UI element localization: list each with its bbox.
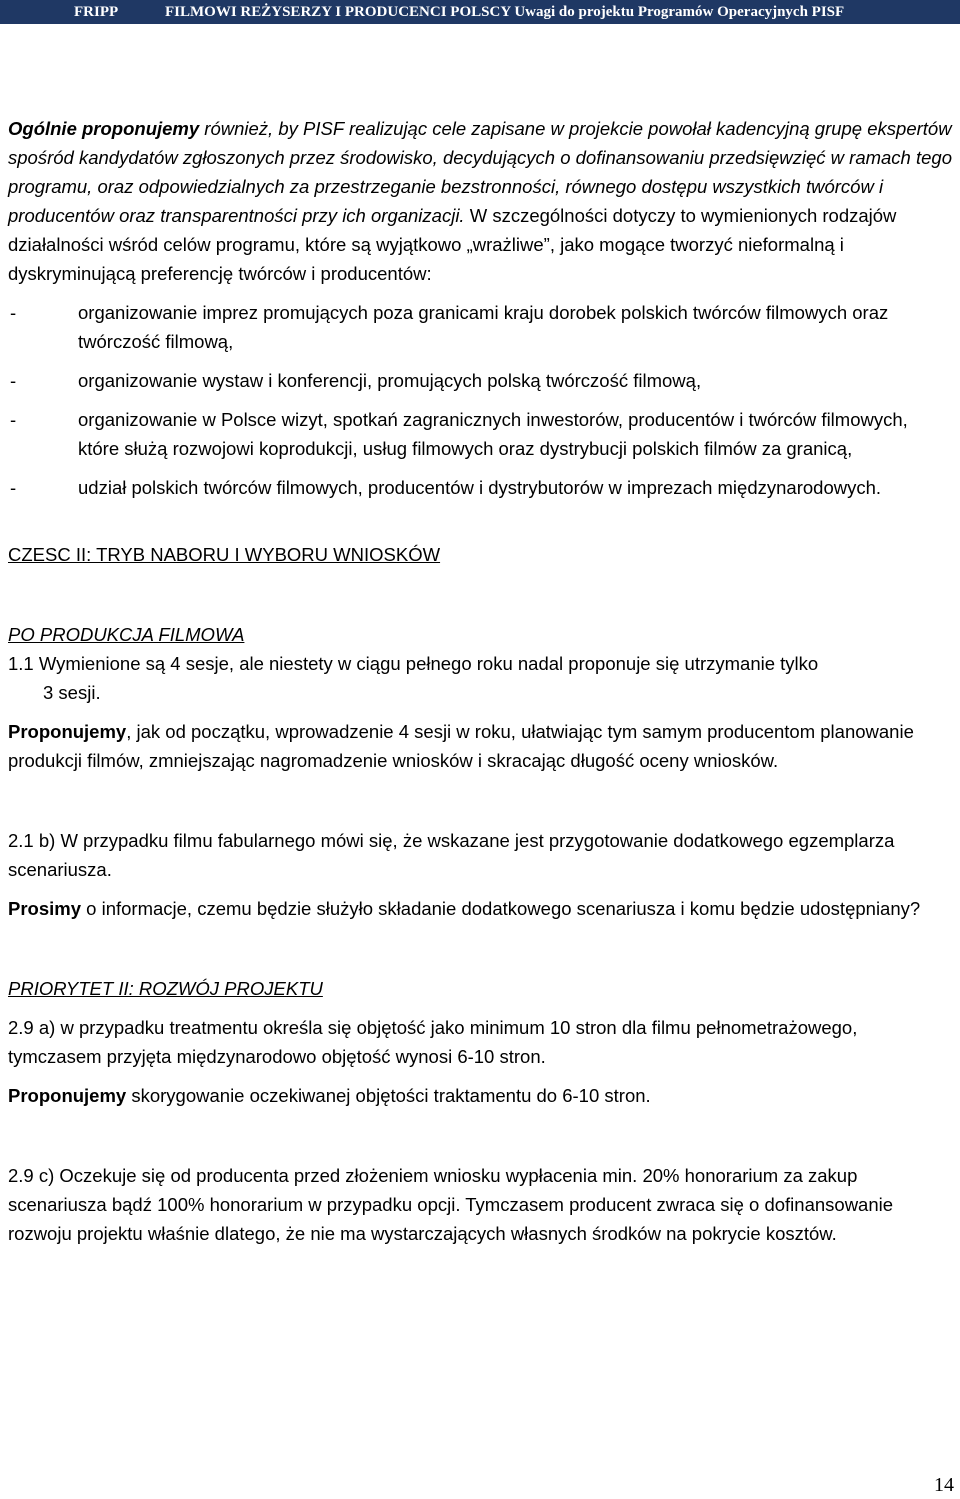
intro-bold: Ogólnie proponujemy: [8, 118, 200, 139]
page-header: [0, 0, 960, 24]
proposal-1: Proponujemy, jak od początku, wprowadzenie 4 sesji w roku, ułatwiając tym samym producentom planowanie produkcji filmów, zmniejszając nagromadzenie wniosków i skracając długość oceny wniosków.: [8, 721, 914, 771]
list-dash: -: [10, 409, 17, 430]
request-1: Prosimy o informacje, czemu będzie służyło składanie dodatkowego scenariusza i komu będzie udostępniany?: [8, 898, 921, 919]
list-dash: -: [10, 477, 17, 498]
header-left: FRIPP: [74, 4, 119, 20]
list-item: - organizowanie imprez promujących poza granicami kraju dorobek polskich twórców filmowych oraz twórczość filmową,: [8, 298, 953, 356]
document-body: [8, 114, 953, 1248]
intro-normal: W szczególności dotyczy to wymienionych rodzajów działalności wśród celów programu, które są wyjątkowo „wrażliwe”, jako mogące tworzyć nieformalną i dyskryminującą preferencję twórców i producentów:: [8, 205, 897, 284]
activities-list: [8, 298, 953, 502]
subsection-title-production: PO PRODUKCJA FILMOWA: [8, 624, 245, 645]
list-item: - organizowanie wystaw i konferencji, promujących polską twórczość filmową,: [8, 366, 953, 395]
item-2-9-c: 2.9 c) Oczekuje się od producenta przed złożeniem wniosku wypłacenia min. 20% honorarium za zakup scenariusza bądź 100% honorarium w przypadku opcji. Tymczasem producent zwraca się o dofinansowanie rozwoju projektu właśnie dlatego, że nie ma wystarczających własnych środków na pokrycie kosztów.: [8, 1165, 894, 1244]
list-dash: -: [10, 370, 17, 391]
proposal-2: Proponujemy skorygowanie oczekiwanej objętości traktamentu do 6-10 stron.: [8, 1085, 651, 1106]
intro-paragraph: [8, 114, 953, 288]
item-1-1: 1.1 Wymienione są 4 sesje, ale niestety w ciągu pełnego roku nadal proponuje się utrzymanie tylko 3 sesji.: [8, 653, 819, 703]
page-number: 14: [934, 1474, 954, 1496]
item-2-1-b: 2.1 b) W przypadku filmu fabularnego mówi się, że wskazane jest przygotowanie dodatkowego egzemplarza scenariusza.: [8, 830, 895, 880]
item-2-9-a: 2.9 a) w przypadku treatmentu określa się objętość jako minimum 10 stron dla filmu pełnometrażowego, tymczasem przyjęta międzynarodowo objętość wynosi 6-10 stron.: [8, 1017, 858, 1067]
list-dash: -: [10, 302, 17, 323]
intro-italic: również, by PISF realizując cele zapisane w projekcie powołał kadencyjną grupę ekspertów spośród kandydatów zgłoszonych przez środowisko, decydujących o dofinansowaniu przedsięwzięć w ramach tego programu, oraz odpowiedzialnych za przestrzeganie bezstronności, równego dostępu wszystkich twórców i producentów oraz transparentności przy ich organizacji.: [8, 118, 952, 226]
section-title: CZESC II: TRYB NABORU I WYBORU WNIOSKÓW: [8, 544, 441, 565]
list-item: - udział polskich twórców filmowych, producentów i dystrybutorów w imprezach międzynarodowych.: [8, 473, 953, 502]
list-item: - organizowanie w Polsce wizyt, spotkań zagranicznych inwestorów, producentów i twórców filmowych, które służą rozwojowi koprodukcji, usług filmowych oraz dystrybucji polskich filmów za granicą,: [8, 405, 953, 463]
header-title: FILMOWI REŻYSERZY I PRODUCENCI POLSCY Uwagi do projektu Programów Operacyjnych PISF: [165, 4, 845, 20]
subsection-title-development: PRIORYTET II: ROZWÓJ PROJEKTU: [8, 978, 323, 999]
